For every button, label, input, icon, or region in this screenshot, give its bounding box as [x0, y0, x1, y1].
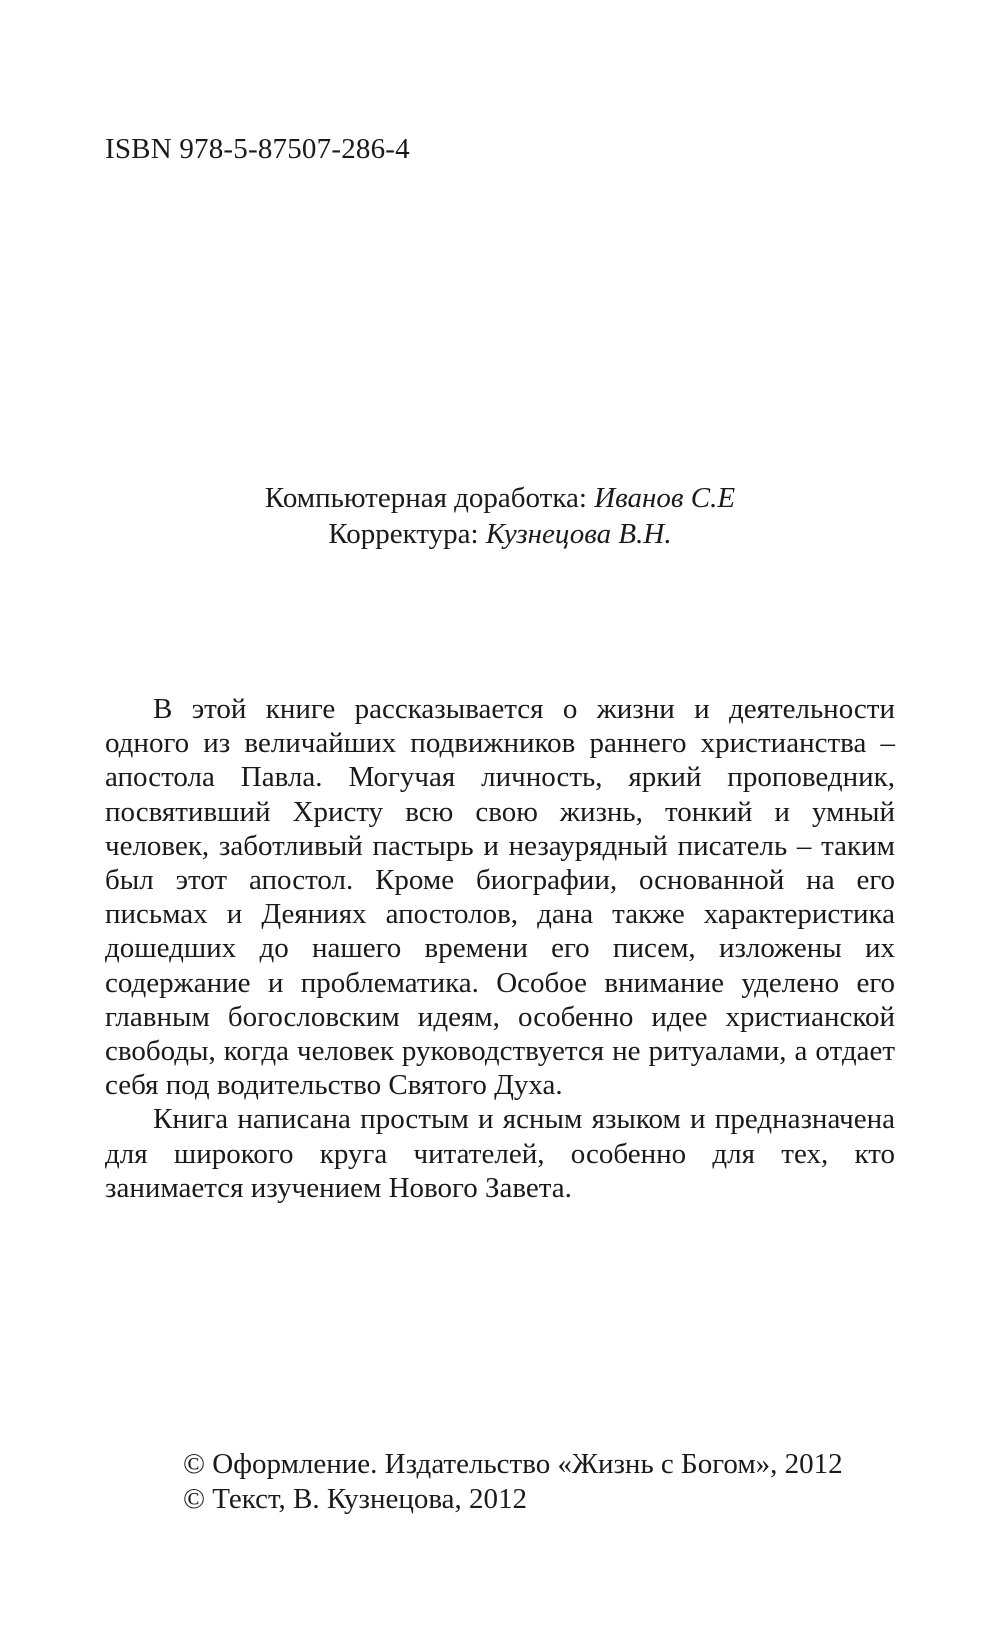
annotation-paragraph: Книга написана простым и ясным языком и предназначена для широкого круга читателей, особенно для тех, кто занимается изучением Нового Завета.	[105, 1103, 895, 1204]
production-credits	[0, 480, 1000, 552]
isbn-number: ISBN 978-5-87507-286-4	[105, 133, 410, 165]
copyright-block	[183, 1447, 843, 1517]
layout-credit-name: Иванов С.Е	[594, 482, 736, 514]
proofreading-credit-name: Кузнецова В.Н.	[485, 518, 672, 550]
layout-credit	[0, 480, 1000, 516]
annotation-paragraph: В этой книге рассказывается о жизни и деятельности одного из величайших подвижников раннего христианства – апостола Павла. Могучая личность, яркий проповедник, посвятивший Христу всю свою жизнь, тонкий и умный человек, заботливый пастырь и незаурядный писатель – таким был этот апостол. Кроме биографии, основанной на его письмах и Деяниях апостолов, дана также характеристика дошедших до нашего времени его писем, изложены их содержание и проблематика. Особое внимание уделено его главным богословским идеям, особенно идее христианской свободы, когда человек руководствуется не ритуалами, а отдает себя под водительство Святого Духа.	[105, 693, 895, 1102]
proofreading-credit	[0, 516, 1000, 552]
proofreading-credit-label: Корректура:	[328, 518, 479, 550]
layout-credit-label: Компьютерная доработка:	[264, 482, 587, 514]
book-annotation	[105, 692, 895, 1205]
copyright-design: © Оформление. Издательство «Жизнь с Богом», 2012	[183, 1448, 843, 1480]
copyright-text: © Текст, В. Кузнецова, 2012	[183, 1483, 528, 1515]
